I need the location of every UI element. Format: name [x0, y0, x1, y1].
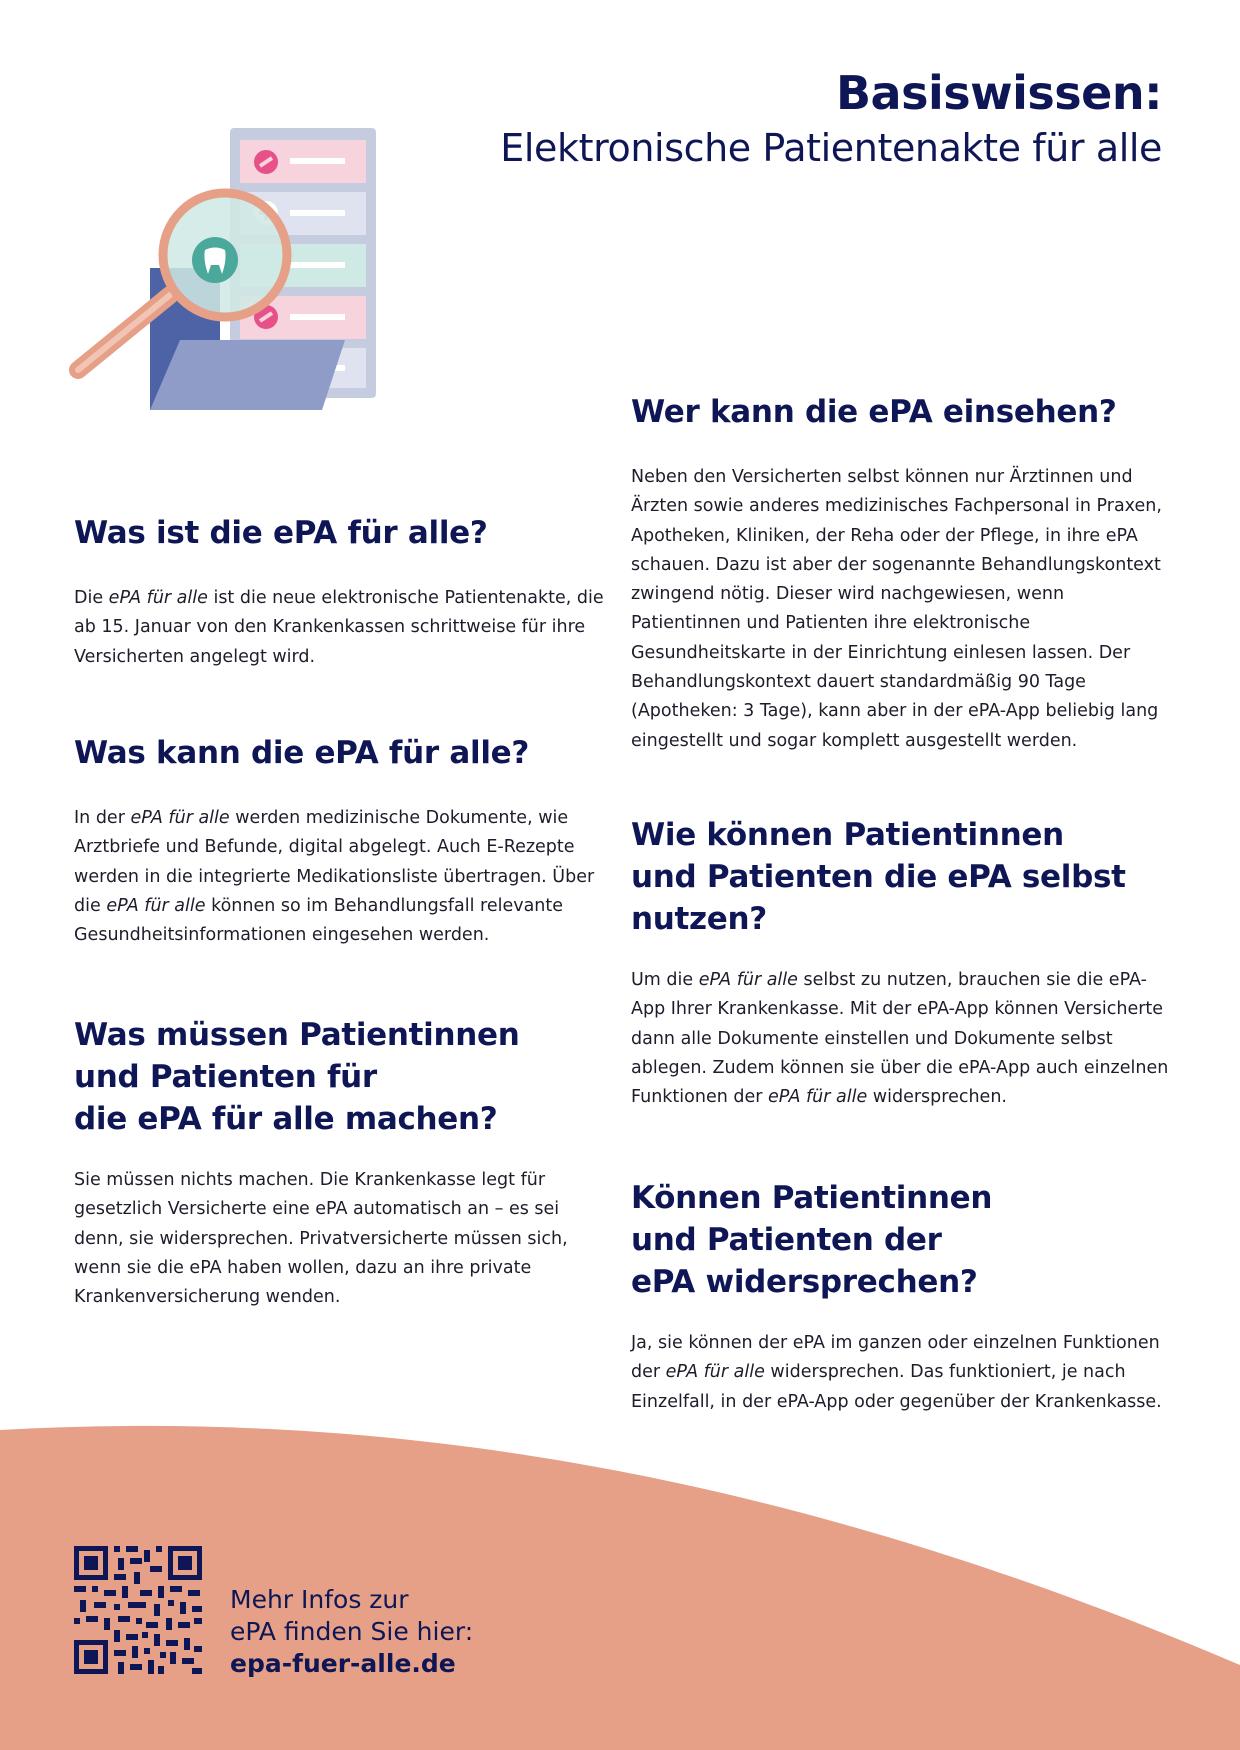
- section-text: Ja, sie können der ePA im ganzen oder einzelnen Funktionen der ePA für alle widersprechen. Das funktioniert, je nach Einzelfall, in der ePA-App oder gegenüber der Krankenkasse.: [631, 1333, 1162, 1412]
- footer-line-1: Mehr Infos zur: [230, 1585, 409, 1614]
- section-was-muessen: [74, 1014, 614, 1312]
- footer-info: [230, 1584, 473, 1680]
- section-text: Neben den Versicherten selbst können nur Ärztinnen und Ärzten sowie anderes medizinisches Fachpersonal in Praxen, Apotheken, Kliniken, der Reha oder der Pflege, in ihre ePA schauen. Dazu ist aber der sogenannte Behandlungskontext zwingend nötig. Dieser wird nachgewiesen, wenn Patientinnen und Patienten ihre elektronische Gesundheitskarte in der Einrichtung einlesen lassen. Der Behandlungskontext dauert standardmäßig 90 Tage (Apotheken: 3 Tage), kann aber in der ePA-App beliebig lang eingestellt und sogar komplett ausgestellt werden.: [631, 467, 1162, 751]
- page-title: Basiswissen:: [836, 66, 1162, 120]
- section-wie-koennen: [631, 814, 1171, 1112]
- section-was-kann: [74, 732, 614, 950]
- page-subtitle: Elektronische Patientenakte für alle: [500, 126, 1162, 170]
- section-text: Um die ePA für alle selbst zu nutzen, brauchen sie die ePA-App Ihrer Krankenkasse. Mit der ePA-App können Versicherte dann alle Dokumente einstellen und Dokumente selbst ablegen. Zudem können sie über die ePA-App auch einzelnen Funktionen der ePA für alle widersprechen.: [631, 970, 1169, 1108]
- section-text: In der ePA für alle werden medizinische Dokumente, wie Arztbriefe und Befunde, digital abgelegt. Auch E-Rezepte werden in die integrierte Medikationsliste übertragen. Über die ePA für alle können so im Behandlungsfall relevante Gesundheitsinformationen eingesehen werden.: [74, 808, 595, 946]
- qr-code-icon: [74, 1546, 202, 1674]
- section-text: Die ePA für alle ist die neue elektronische Patientenakte, die ab 15. Januar von den Krankenkassen schrittweise für ihre Versicherten angelegt wird.: [74, 588, 604, 667]
- section-title: Wer kann die ePA einsehen?: [631, 394, 1117, 430]
- section-was-ist: [74, 512, 614, 672]
- section-title: Wie können Patientinnen und Patienten die ePA selbst nutzen?: [631, 817, 1126, 937]
- section-wer-kann: [631, 391, 1171, 756]
- section-title: Was ist die ePA für alle?: [74, 515, 488, 551]
- footer-line-2: ePA finden Sie hier:: [230, 1617, 474, 1646]
- section-text: Sie müssen nichts machen. Die Krankenkasse legt für gesetzlich Versicherte eine ePA automatisch an – es sei denn, sie widersprechen. Privatversicherte müssen sich, wenn sie die ePA haben wollen, dazu an ihre private Krankenversicherung wenden.: [74, 1170, 568, 1308]
- section-title: Was müssen Patientinnen und Patienten für die ePA für alle machen?: [74, 1017, 520, 1137]
- section-title: Können Patientinnen und Patienten der ePA widersprechen?: [631, 1180, 993, 1300]
- footer-url-link[interactable]: epa-fuer-alle.de: [230, 1649, 456, 1678]
- section-koennen-widersprechen: [631, 1177, 1171, 1417]
- section-title: Was kann die ePA für alle?: [74, 735, 530, 771]
- health-record-illustration: [60, 120, 390, 420]
